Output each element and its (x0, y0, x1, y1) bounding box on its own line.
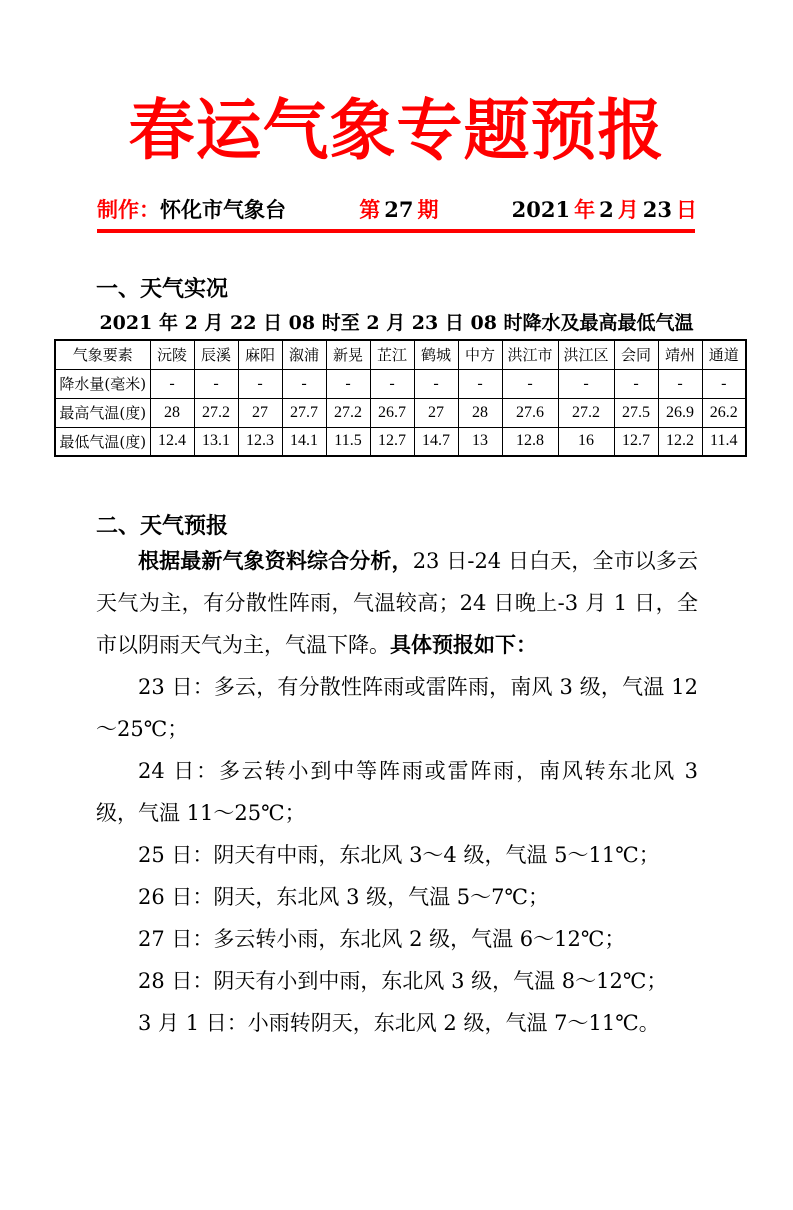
header-cell: 辰溪 (194, 340, 238, 369)
data-cell: - (458, 369, 502, 398)
forecast-item: 23 日：多云，有分散性阵雨或雷阵雨，南风 3 级，气温 12～25℃； (96, 675, 698, 741)
producer-name: 怀化市气象台 (160, 197, 286, 222)
data-cell: 27.2 (326, 398, 370, 427)
header-cell: 通道 (702, 340, 746, 369)
data-cell: 28 (150, 398, 194, 427)
header-cell: 气象要素 (55, 340, 150, 369)
data-cell: 26.7 (370, 398, 414, 427)
header-cell: 洪江市 (502, 340, 558, 369)
data-cell: 27.2 (558, 398, 614, 427)
header-cell: 中方 (458, 340, 502, 369)
intro-tail: 具体预报如下： (390, 632, 537, 657)
date-day: 23 (642, 197, 672, 222)
header-cell: 靖州 (658, 340, 702, 369)
data-cell: 11.4 (702, 427, 746, 456)
forecast-item: 26 日：阴天，东北风 3 级，气温 5～7℃； (138, 885, 549, 909)
masthead-producer (97, 196, 286, 224)
header-cell: 溆浦 (282, 340, 326, 369)
data-cell: - (370, 369, 414, 398)
header-cell: 沅陵 (150, 340, 194, 369)
data-cell: 12.7 (614, 427, 658, 456)
row-label: 降水量(毫米) (55, 369, 150, 398)
header-cell: 芷江 (370, 340, 414, 369)
masthead-issue (359, 196, 438, 224)
data-cell: 11.5 (326, 427, 370, 456)
header-cell: 会同 (614, 340, 658, 369)
table-row-min-temp (55, 427, 746, 456)
forecast-item: 25 日：阴天有中雨，东北风 3～4 级，气温 5～11℃； (138, 843, 660, 867)
table-title: 2021 年 2 月 22 日 08 时至 2 月 23 日 08 时降水及最高最低气温 (99, 312, 694, 334)
red-divider-rule (97, 229, 695, 233)
data-cell: 26.9 (658, 398, 702, 427)
data-cell: - (502, 369, 558, 398)
row-label: 最高气温(度) (55, 398, 150, 427)
intro-body: 23 日-24 日白天，全市以多云天气为主，有分散性阵雨，气温较高；24 日晚上-3 月 1 日，全市以阴雨天气为主，气温下降。 (96, 549, 699, 657)
masthead (97, 196, 697, 224)
date-day-unit: 日 (675, 197, 697, 222)
data-cell: - (614, 369, 658, 398)
document-page (0, 88, 793, 1210)
data-cell: - (194, 369, 238, 398)
forecast-item: 24 日：多云转小到中等阵雨或雷阵雨，南风转东北风 3 级，气温 11～25℃； (96, 759, 698, 825)
date-month: 2 (599, 197, 614, 222)
date-year-unit: 年 (574, 197, 596, 222)
forecast-item: 3 月 1 日：小雨转阴天，东北风 2 级，气温 7～11℃。 (138, 1011, 660, 1035)
data-cell: 27.7 (282, 398, 326, 427)
data-cell: 14.1 (282, 427, 326, 456)
forecast-item: 28 日：阴天有小到中雨，东北风 3 级，气温 8～12℃； (138, 969, 668, 993)
data-cell: 16 (558, 427, 614, 456)
section1-heading: 一、天气实况 (96, 276, 229, 302)
table-row-precipitation (55, 369, 746, 398)
data-cell: 27 (238, 398, 282, 427)
header-cell: 麻阳 (238, 340, 282, 369)
data-cell: 27.5 (614, 398, 658, 427)
data-cell: 26.2 (702, 398, 746, 427)
data-cell: 27.2 (194, 398, 238, 427)
data-cell: - (150, 369, 194, 398)
data-cell: 12.4 (150, 427, 194, 456)
data-cell: 27 (414, 398, 458, 427)
section2-heading: 二、天气预报 (96, 513, 229, 539)
row-label: 最低气温(度) (55, 427, 150, 456)
header-cell: 新晃 (326, 340, 370, 369)
forecast-intro (96, 540, 698, 666)
data-cell: 12.8 (502, 427, 558, 456)
data-cell: 13 (458, 427, 502, 456)
table-row-max-temp (55, 398, 746, 427)
date-year: 2021 (511, 197, 571, 222)
page-title: 春运气象专题预报 (128, 91, 665, 169)
date-month-unit: 月 (617, 197, 639, 222)
data-cell: - (658, 369, 702, 398)
forecast-item: 27 日：多云转小雨，东北风 2 级，气温 6～12℃； (138, 927, 626, 951)
data-cell: 27.6 (502, 398, 558, 427)
data-cell: 28 (458, 398, 502, 427)
data-cell: 12.3 (238, 427, 282, 456)
intro-lead: 根据最新气象资料综合分析， (138, 548, 413, 573)
table-header-row (55, 340, 746, 369)
data-cell: - (326, 369, 370, 398)
forecast-body (96, 540, 698, 1044)
data-cell: 12.2 (658, 427, 702, 456)
data-cell: - (558, 369, 614, 398)
data-cell: 14.7 (414, 427, 458, 456)
data-cell: - (282, 369, 326, 398)
header-cell: 洪江区 (558, 340, 614, 369)
data-cell: - (238, 369, 282, 398)
producer-label: 制作： (97, 197, 160, 222)
issue-prefix: 第 (359, 197, 381, 222)
issue-suffix: 期 (417, 197, 439, 222)
header-cell: 鹤城 (414, 340, 458, 369)
masthead-date (512, 196, 697, 224)
data-cell: 13.1 (194, 427, 238, 456)
data-cell: - (702, 369, 746, 398)
issue-number: 27 (384, 197, 414, 222)
data-cell: 12.7 (370, 427, 414, 456)
data-cell: - (414, 369, 458, 398)
weather-table (54, 339, 747, 457)
